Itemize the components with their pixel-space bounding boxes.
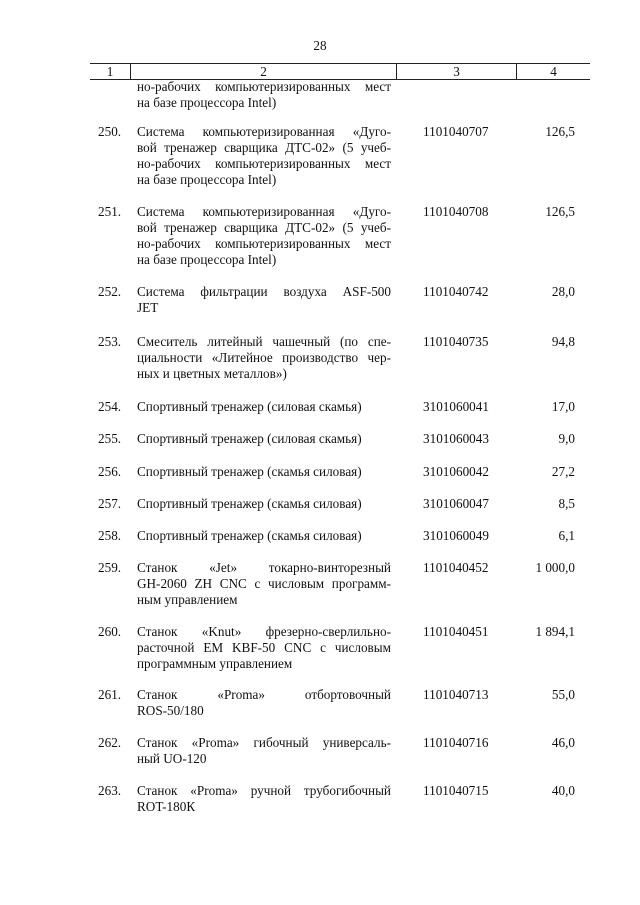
header-col-2: 2 [260, 64, 267, 79]
description [137, 204, 391, 268]
amount: 94,8 [551, 334, 575, 349]
amount: 46,0 [551, 735, 575, 750]
description-line: Спортивный тренажер (скамья силовая) [137, 528, 362, 543]
description-line: вой тренажер сварщика ДТС-02» (5 учеб- [137, 140, 391, 155]
description-line: JET [137, 300, 159, 315]
row-number: 257. [98, 496, 122, 511]
row-number: 258. [98, 528, 122, 543]
inventory-code: 3101060043 [423, 431, 489, 446]
description-line: ный UO-120 [137, 751, 207, 766]
amount: 126,5 [545, 204, 575, 219]
row-number: 256. [98, 464, 122, 479]
description-line: Система фильтрации воздуха ASF-500 [137, 284, 391, 299]
description [137, 528, 391, 544]
inventory-code: 1101040451 [423, 624, 489, 639]
description-line: GH-2060 ZH CNC с числовым программ- [137, 576, 391, 591]
description-line: но-рабочих компьютеризированных мест [137, 236, 391, 251]
row-number: 259. [98, 560, 122, 575]
amount: 55,0 [551, 687, 575, 702]
description [137, 496, 391, 512]
description [137, 124, 391, 188]
description [137, 464, 391, 480]
row-number: 253. [98, 334, 122, 349]
description-line: Система компьютеризированная «Дуго- [137, 124, 391, 139]
amount: 28,0 [551, 284, 575, 299]
inventory-code: 1101040716 [423, 735, 489, 750]
description-line: Станок «Jet» токарно-винторезный [137, 560, 391, 575]
description-line: Спортивный тренажер (силовая скамья) [137, 431, 362, 446]
description [137, 783, 391, 815]
inventory-code: 1101040715 [423, 783, 489, 798]
amount: 27,2 [551, 464, 575, 479]
description-line: Спортивный тренажер (скамья силовая) [137, 464, 362, 479]
description-line: Станок «Proma» ручной трубогибочный [137, 783, 391, 798]
description [137, 399, 391, 415]
description [137, 79, 391, 111]
description-line: Смеситель литейный чашечный (по спе- [137, 334, 391, 349]
amount: 9,0 [558, 431, 575, 446]
description-line: ных и цветных металлов») [137, 366, 287, 381]
description-line: расточной EM KBF-50 CNC с числовым [137, 640, 391, 655]
row-number: 262. [98, 735, 122, 750]
description-line: ным управлением [137, 592, 238, 607]
inventory-code: 1101040452 [423, 560, 489, 575]
inventory-code: 1101040713 [423, 687, 489, 702]
row-number: 255. [98, 431, 122, 446]
row-number: 263. [98, 783, 122, 798]
description-line: но-рабочих компьютеризированных мест [137, 156, 391, 171]
description-line: ROT-180К [137, 799, 196, 814]
description-line: циальности «Литейное производство чер- [137, 350, 391, 365]
description-line: Спортивный тренажер (силовая скамья) [137, 399, 362, 414]
description-line: на базе процессора Intel) [137, 252, 277, 267]
description-line: ROS-50/180 [137, 703, 204, 718]
amount: 8,5 [558, 496, 575, 511]
row-number: 261. [98, 687, 122, 702]
header-col-1: 1 [106, 64, 114, 79]
inventory-code: 3101060042 [423, 464, 489, 479]
description [137, 560, 391, 608]
amount: 126,5 [545, 124, 575, 139]
inventory-code: 1101040708 [423, 204, 489, 219]
description [137, 284, 391, 316]
description-line: вой тренажер сварщика ДТС-02» (5 учеб- [137, 220, 391, 235]
row-number: 252. [98, 284, 122, 299]
description [137, 735, 391, 767]
inventory-code: 3101060041 [423, 399, 489, 414]
description [137, 334, 391, 382]
description-line: программным управлением [137, 656, 293, 671]
inventory-code: 3101060047 [423, 496, 489, 511]
row-number: 254. [98, 399, 122, 414]
page-number: 28 [313, 38, 327, 53]
inventory-code: 3101060049 [423, 528, 489, 543]
inventory-code: 1101040707 [423, 124, 489, 139]
description-line: на базе процессора Intel) [137, 95, 277, 110]
description-line: Станок «Proma» отбортовочный [137, 687, 391, 702]
description [137, 687, 391, 719]
inventory-code: 1101040735 [423, 334, 489, 349]
description-line: но-рабочих компьютеризированных мест [137, 79, 391, 94]
description-line: на базе процессора Intel) [137, 172, 277, 187]
description-line: Система компьютеризированная «Дуго- [137, 204, 391, 219]
description-line: Станок «Knut» фрезерно-сверлильно- [137, 624, 391, 639]
amount: 1 000,0 [535, 560, 575, 575]
table-header [90, 63, 590, 80]
header-col-3: 3 [453, 64, 460, 79]
header-col-4: 4 [550, 64, 557, 79]
row-number: 250. [98, 124, 122, 139]
amount: 1 894,1 [535, 624, 575, 639]
description-line: Спортивный тренажер (скамья силовая) [137, 496, 362, 511]
amount: 17,0 [551, 399, 575, 414]
row-number: 260. [98, 624, 122, 639]
description [137, 431, 391, 447]
description [137, 624, 391, 672]
amount: 6,1 [558, 528, 575, 543]
amount: 40,0 [551, 783, 575, 798]
row-number: 251. [98, 204, 122, 219]
inventory-code: 1101040742 [423, 284, 489, 299]
description-line: Станок «Proma» гибочный универсаль- [137, 735, 391, 750]
